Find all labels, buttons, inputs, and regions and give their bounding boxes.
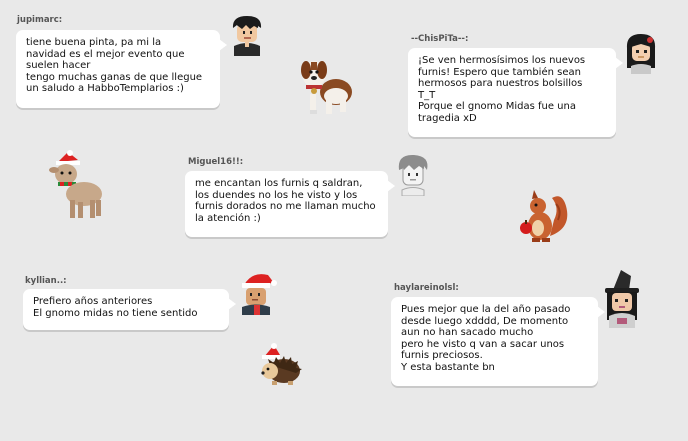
- message-line: pero he visto q van a sacar unos: [401, 338, 565, 350]
- message-line: Pues mejor que la del año pasado: [401, 304, 571, 315]
- chat-bubble: [391, 297, 598, 386]
- message-line: tiene buena pinta, pa mi la: [26, 37, 162, 48]
- squirrel-with-apple-icon: [514, 186, 572, 248]
- message-line: El gnomo midas no tiene sentido: [33, 307, 198, 319]
- message-line: los duendes no los he visto y los: [195, 189, 358, 201]
- boy-black-hair-avatar-icon: [228, 14, 266, 56]
- message-line: T_T: [418, 89, 436, 101]
- message-line: navidad es el mejor evento que: [26, 48, 185, 60]
- message-line: la atención :): [195, 212, 261, 224]
- message-line: furnis dorados no me llaman mucho: [195, 201, 376, 213]
- username-label: --ChisPiTa--:: [411, 34, 469, 44]
- username-label: kyllian..:: [25, 276, 67, 286]
- message-line: tengo muchas ganas de que llegue: [26, 71, 203, 83]
- message-line: un saludo a HabboTemplarios :): [26, 83, 184, 95]
- message-line: hermosos para nuestros bolsillos: [418, 78, 583, 90]
- message-line: Porque el gnomo Midas fue una: [418, 101, 576, 113]
- hedgehog-santa-hat-icon: [256, 343, 304, 387]
- saint-bernard-dog-icon: [296, 50, 358, 120]
- username-label: Miguel16!!:: [188, 157, 244, 167]
- message-line: Prefiero años anteriores: [33, 296, 153, 307]
- chat-bubble: [185, 171, 388, 237]
- message-line: desde luego xdddd, De momento: [401, 315, 569, 327]
- chat-bubble: [16, 30, 220, 108]
- username-label: jupimarc:: [17, 15, 63, 25]
- username-label: haylareinolsl:: [394, 283, 459, 293]
- message-line: ¡Se ven hermosísimos los nuevos: [418, 55, 586, 66]
- christmas-goat-icon: [48, 150, 108, 222]
- chat-bubble: [408, 48, 616, 137]
- message-line: furnis preciosos.: [401, 350, 483, 362]
- boy-grey-hair-avatar-icon: [394, 152, 432, 196]
- message-line: Y esta bastante bn: [401, 361, 495, 373]
- message-line: tragedia xD: [418, 112, 477, 124]
- santa-hat-avatar-icon: [236, 269, 278, 315]
- message-line: suelen hacer: [26, 60, 91, 72]
- message-line: me encantan los furnis q saldran,: [195, 178, 363, 189]
- witch-hat-avatar-icon: [601, 268, 643, 328]
- message-line: furnis! Espero que también sean: [418, 66, 581, 78]
- girl-dark-hair-avatar-icon: [623, 32, 659, 74]
- message-line: aun no han sacado mucho: [401, 327, 534, 339]
- chat-bubble: [23, 289, 229, 330]
